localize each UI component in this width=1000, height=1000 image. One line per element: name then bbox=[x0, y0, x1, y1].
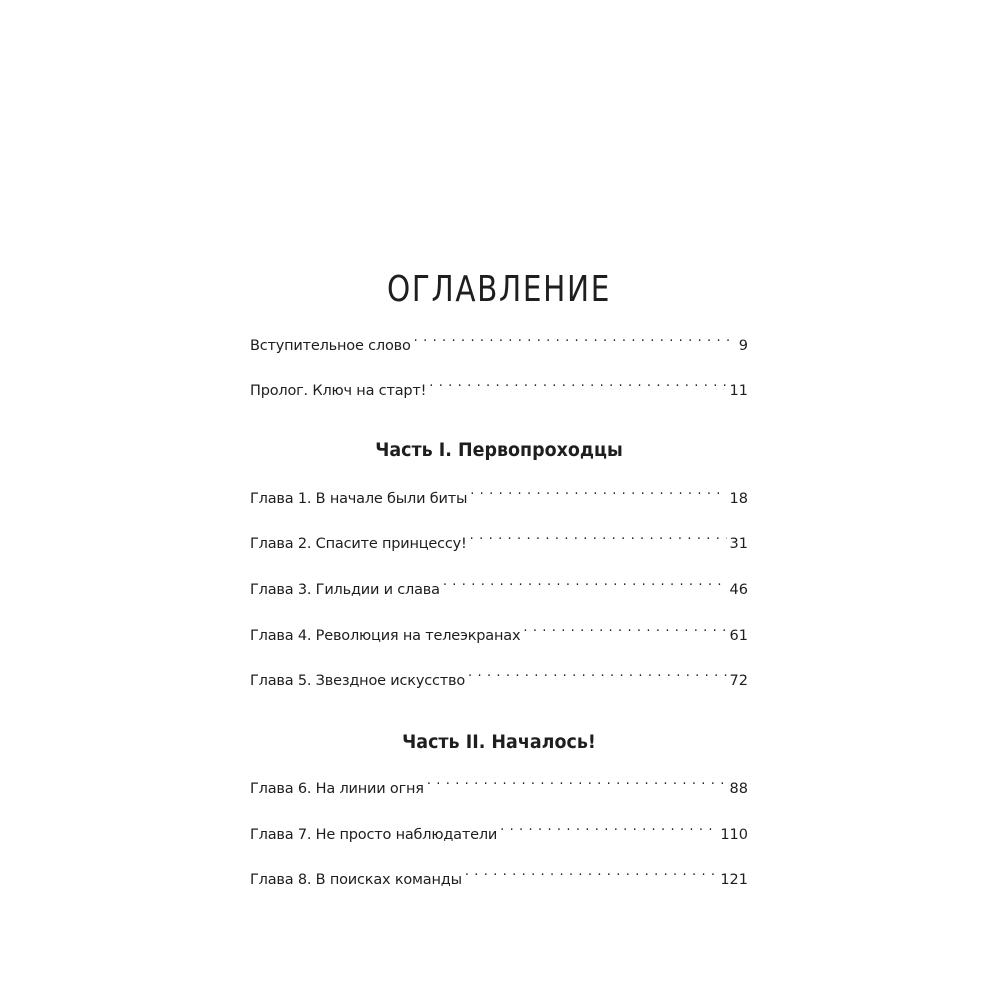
dot-leader bbox=[429, 371, 726, 395]
part-2-heading: Часть II. Началось! bbox=[402, 731, 596, 753]
dot-leader bbox=[470, 479, 726, 503]
toc-entry-page: 61 bbox=[729, 628, 748, 644]
toc-entry-page: 72 bbox=[729, 673, 748, 689]
toc-entry-title: Глава 2. Спасите принцессу! bbox=[250, 536, 467, 552]
toc-entry-chapter-7[interactable] bbox=[250, 815, 748, 843]
toc-entry-title: Глава 7. Не просто наблюдатели bbox=[250, 827, 498, 843]
toc-entry-page: 88 bbox=[729, 781, 748, 797]
dot-leader bbox=[414, 326, 736, 350]
toc-entry-title: Глава 5. Звездное искусство bbox=[250, 673, 466, 689]
dot-leader bbox=[443, 570, 727, 594]
toc-entry-page: 9 bbox=[738, 338, 748, 354]
toc-entry-chapter-3[interactable] bbox=[250, 570, 748, 598]
toc-entry-page: 31 bbox=[729, 536, 748, 552]
toc-entry-page: 11 bbox=[729, 383, 748, 399]
toc-entry-chapter-6[interactable] bbox=[250, 769, 748, 797]
toc-entry-title: Глава 3. Гильдии и слава bbox=[250, 582, 440, 598]
dot-leader bbox=[470, 524, 727, 548]
toc-entry-chapter-5[interactable] bbox=[250, 661, 748, 689]
toc-entry-title: Вступительное слово bbox=[250, 338, 411, 354]
toc-entry-chapter-1[interactable] bbox=[250, 479, 748, 507]
toc-entry-page: 46 bbox=[729, 582, 748, 598]
toc-entry-chapter-2[interactable] bbox=[250, 524, 748, 552]
dot-leader bbox=[465, 860, 717, 884]
dot-leader bbox=[427, 769, 727, 793]
toc-entry-intro[interactable] bbox=[250, 326, 748, 354]
part-1-heading: Часть I. Первопроходцы bbox=[375, 439, 623, 461]
toc-entry-title: Глава 6. На линии огня bbox=[250, 781, 424, 797]
toc-entry-page: 110 bbox=[720, 827, 748, 843]
toc-entry-page: 121 bbox=[720, 872, 748, 888]
toc-entry-page: 18 bbox=[729, 491, 748, 507]
toc-entry-chapter-4[interactable] bbox=[250, 616, 748, 644]
dot-leader bbox=[523, 616, 726, 640]
dot-leader bbox=[500, 815, 717, 839]
dot-leader bbox=[468, 661, 727, 685]
toc-entry-title: Глава 1. В начале были биты bbox=[250, 491, 468, 507]
toc-entry-chapter-8[interactable] bbox=[250, 860, 748, 888]
page-title: ОГЛАВЛЕНИЕ bbox=[386, 269, 612, 310]
toc-entry-title: Пролог. Ключ на старт! bbox=[250, 383, 427, 399]
toc-entry-prologue[interactable] bbox=[250, 371, 748, 399]
toc-entry-title: Глава 4. Революция на телеэкранах bbox=[250, 628, 521, 644]
toc-entry-title: Глава 8. В поисках команды bbox=[250, 872, 462, 888]
